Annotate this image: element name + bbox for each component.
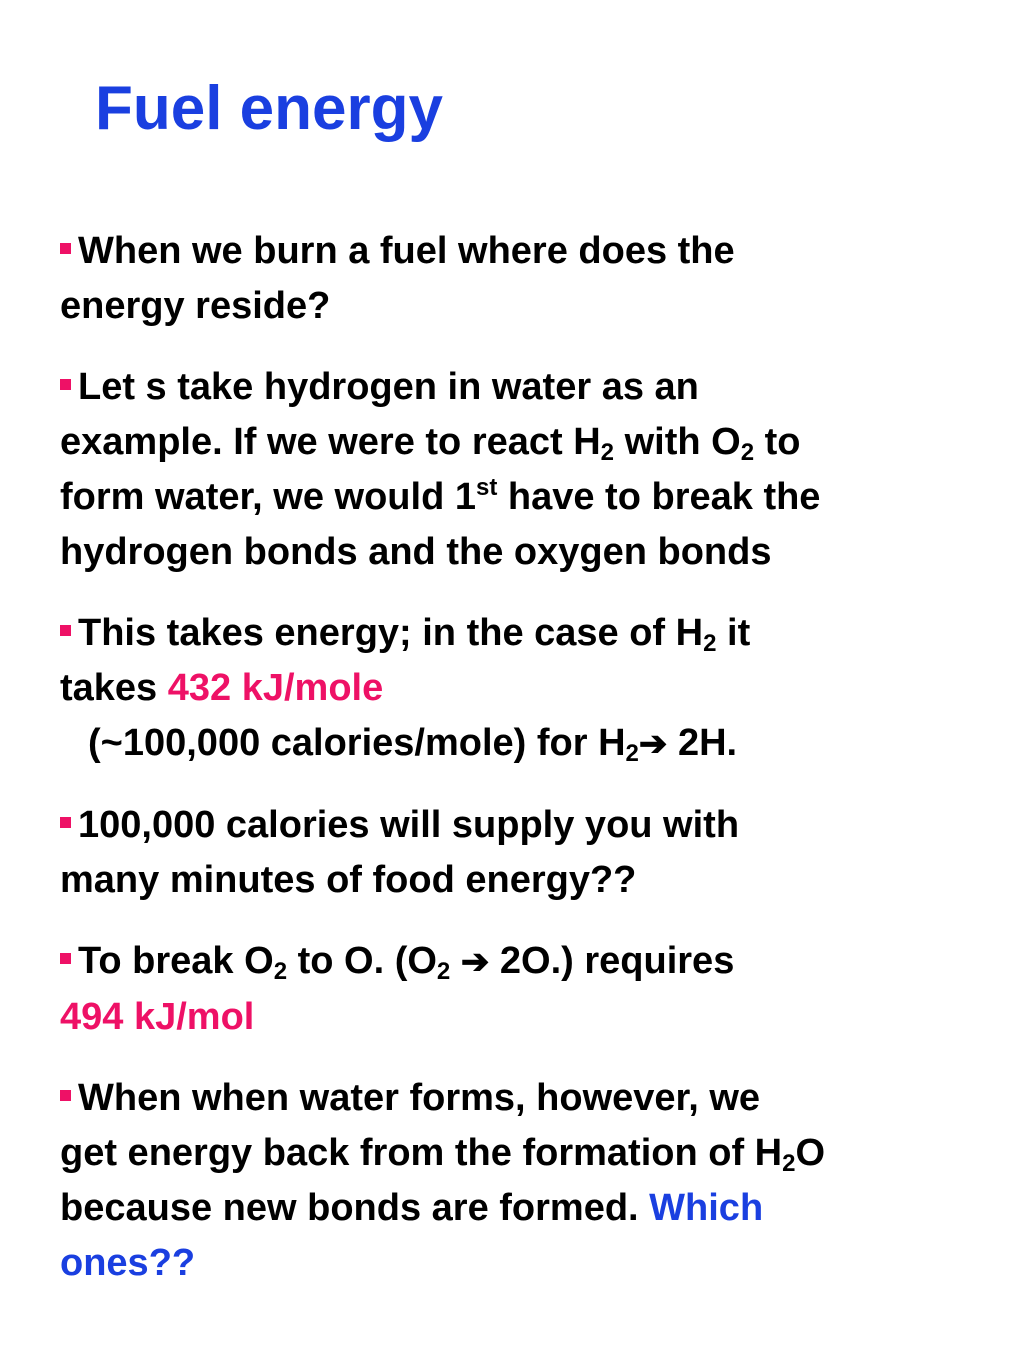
bullet-line	[60, 1126, 990, 1181]
bullet-line	[60, 360, 990, 415]
bullet-line	[60, 279, 990, 334]
bullet-text: because new bonds are formed.	[60, 1187, 650, 1229]
bullet-item	[60, 360, 990, 580]
bullet-line	[60, 470, 990, 525]
bullet-text: (~100,000 calories/mole) for H	[88, 722, 626, 764]
bullet-text: with O	[614, 421, 741, 463]
page-title: Fuel energy	[95, 74, 443, 143]
bullet-marker-icon	[60, 1090, 71, 1101]
bullet-line	[60, 934, 990, 990]
bullet-text: many minutes of food energy??	[60, 859, 637, 901]
bullet-text: When when water forms, however, we	[78, 1077, 761, 1119]
bullet-text: O	[795, 1132, 826, 1174]
bullet-text: to	[754, 421, 801, 463]
bullet-text: takes	[60, 667, 168, 709]
bullet-text: 2O.) requires	[489, 940, 735, 982]
bullet-marker-icon	[60, 817, 71, 828]
bullet-item	[60, 934, 990, 1045]
energy-value-highlight: 432 kJ/mole	[167, 667, 384, 709]
bullet-text: hydrogen bonds and the oxygen bonds	[60, 531, 772, 573]
bullet-text: have to break the	[497, 476, 821, 518]
bullet-item	[60, 1071, 990, 1291]
bullet-line	[60, 1181, 990, 1236]
subscript: 2	[436, 958, 451, 985]
bullet-marker-icon	[60, 625, 71, 636]
bullet-line	[60, 525, 990, 580]
bullet-marker-icon	[60, 953, 71, 964]
bullet-line	[60, 853, 990, 908]
bullet-line	[60, 415, 990, 470]
bullet-text: 2H.	[667, 722, 738, 764]
subscript: 2	[625, 740, 639, 767]
bullet-text: To break O	[78, 940, 274, 982]
bullet-line	[60, 716, 990, 772]
bullet-item	[60, 798, 990, 908]
bullet-line	[60, 661, 990, 716]
bullet-line	[60, 606, 990, 661]
superscript: st	[475, 474, 498, 501]
bullet-text: example. If we were to react H	[60, 421, 601, 463]
bullet-text: get energy back from the formation of H	[60, 1132, 783, 1174]
bullet-text: Let s take hydrogen in water as an	[78, 366, 699, 408]
bullet-text: When we burn a fuel where does the	[78, 230, 735, 272]
question-highlight: ones??	[60, 1242, 196, 1284]
subscript: 2	[273, 958, 288, 985]
arrow-right-icon: ➔	[638, 725, 668, 763]
bullet-item	[60, 224, 990, 334]
bullet-text: energy reside?	[60, 285, 331, 327]
arrow-right-icon: ➔	[460, 943, 490, 981]
bullet-item	[60, 606, 990, 772]
energy-value-highlight: 494 kJ/mol	[60, 996, 255, 1038]
bullet-line	[60, 798, 990, 853]
subscript: 2	[703, 630, 717, 657]
bullet-line	[60, 990, 990, 1045]
subscript: 2	[600, 439, 615, 466]
subscript: 2	[782, 1150, 796, 1177]
bullet-line	[60, 1236, 990, 1291]
bullet-text: form water, we would 1	[60, 476, 476, 518]
bullet-text: to O. (O	[287, 940, 437, 982]
bullet-text	[450, 940, 461, 982]
bullet-line	[60, 1071, 990, 1126]
question-highlight: Which	[649, 1187, 764, 1229]
bullet-text: 100,000 calories will supply you with	[78, 804, 740, 846]
bullet-marker-icon	[60, 243, 71, 254]
subscript: 2	[740, 439, 755, 466]
bullet-text: it	[716, 612, 751, 654]
bullet-line	[60, 224, 990, 279]
bullet-text: This takes energy; in the case of H	[78, 612, 704, 654]
bullet-marker-icon	[60, 379, 71, 390]
